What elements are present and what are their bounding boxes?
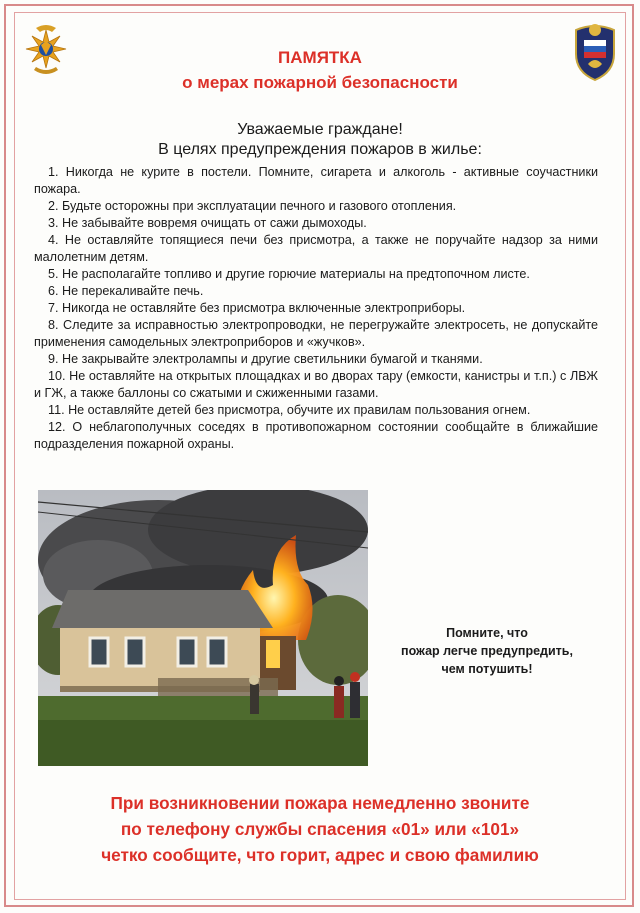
rule-item: 12. О неблагополучных соседях в противопожарном состоянии сообщайте в ближайшие подразделения пожарной охраны.: [34, 420, 598, 451]
rule-item: 6. Не перекаливайте печь.: [48, 284, 204, 298]
greeting-heading: Уважаемые граждане!: [237, 121, 403, 138]
rule-item: 10. Не оставляйте на открытых площадках и во дворах тару (емкости, канистры и т.п.) с ЛВЖ и ГЖ, а также баллоны со сжатыми и сжиженными газами.: [34, 369, 598, 400]
rule-item: 7. Никогда не оставляйте без присмотра включенные электроприборы.: [48, 301, 466, 315]
emergency-call-notice: [0, 790, 640, 868]
rules-list: [34, 164, 598, 453]
reminder-text: [372, 624, 602, 678]
burning-house-photo: [38, 490, 368, 766]
call-line: по телефону службы спасения «01» или «101»: [120, 819, 520, 839]
page-title: ПАМЯТКА: [278, 48, 362, 67]
rule-item: 5. Не располагайте топливо и другие горючие материалы на предтопочном листе.: [48, 267, 530, 281]
page-subtitle: о мерах пожарной безопасности: [182, 73, 458, 92]
rule-item: 9. Не закрывайте электролампы и другие светильники бумагой и тканями.: [48, 352, 483, 366]
greeting-intro: В целях предупреждения пожаров в жилье:: [158, 141, 482, 158]
reminder-line: Помните, что: [446, 626, 528, 640]
call-line: четко сообщите, что горит, адрес и свою фамилию: [101, 845, 539, 865]
rule-item: 11. Не оставляйте детей без присмотра, обучите их правилам пользования огнем.: [48, 403, 531, 417]
rule-item: 2. Будьте осторожны при эксплуатации печного и газового отопления.: [48, 199, 457, 213]
rule-item: 3. Не забывайте вовремя очищать от сажи дымоходы.: [48, 216, 367, 230]
reminder-line: чем потушить!: [441, 662, 533, 676]
reminder-line: пожар легче предупредить,: [401, 644, 573, 658]
call-line: При возникновении пожара немедленно звоните: [110, 793, 530, 813]
rule-item: 8. Следите за исправностью электропроводки, не перегружайте электросеть, не допускайте применения самодельных электроприборов и «жучков».: [34, 318, 598, 349]
rule-item: 4. Не оставляйте топящиеся печи без присмотра, а также не поручайте надзор за ними малолетним детям.: [34, 233, 598, 264]
rule-item: 1. Никогда не курите в постели. Помните, сигарета и алкоголь - активные соучастники пожара.: [34, 165, 598, 196]
